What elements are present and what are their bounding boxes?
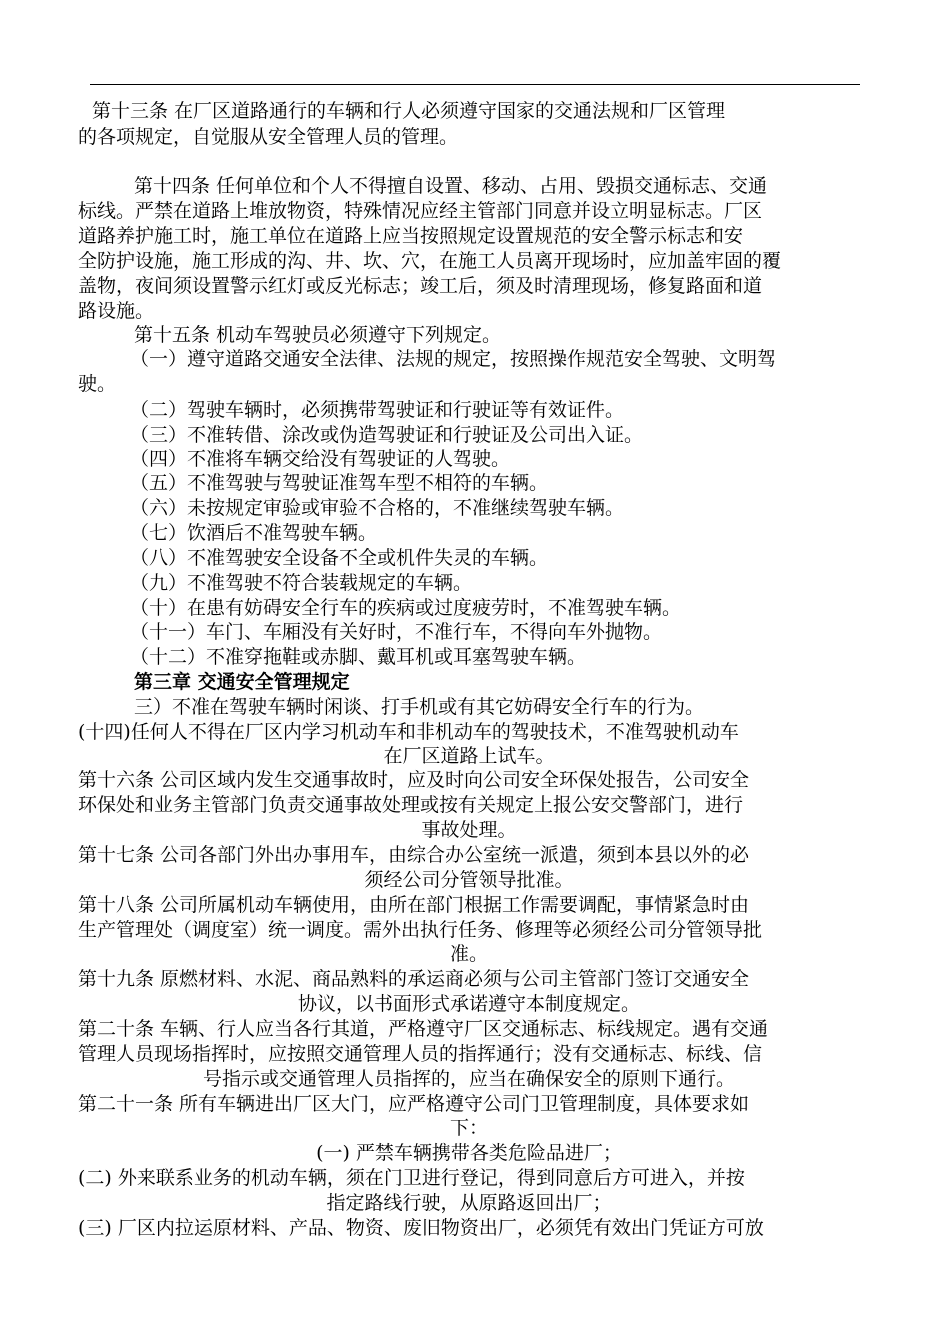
article-15-heading: 第十五条 机动车驾驶员必须遵守下列规定。 — [134, 324, 502, 346]
article-18-line-2: 生产管理处（调度室）统一调度。需外出执行任务、修理等必须经公司分管领导批 — [78, 919, 763, 941]
article-16-line-3: 事故处理。 — [421, 819, 517, 841]
article-20-line-1: 第二十条 车辆、行人应当各行其道，严格遵守厂区交通标志、标线规定。遇有交通 — [78, 1018, 769, 1040]
article-14-line-4: 全防护设施，施工形成的沟、井、坎、穴，在施工人员离开现场时，应加盖牢固的覆 — [78, 250, 782, 272]
item-14-line-2: 在厂区道路上试车。 — [383, 745, 555, 767]
article-15-item-10: （十）在患有妨碍安全行车的疾病或过度疲劳时，不准驾驶车辆。 — [130, 597, 682, 619]
article-15-item-6: （六）未按规定审验或审验不合格的，不准继续驾驶车辆。 — [130, 497, 625, 519]
article-15-item-11: （十一）车门、车厢没有关好时，不准行车，不得向车外抛物。 — [130, 621, 663, 643]
article-21-item-1: (一) 严禁车辆携带各类危险品进厂； — [316, 1142, 622, 1164]
article-13-line-2: 的各项规定，自觉服从安全管理人员的管理。 — [78, 126, 459, 148]
item-13-line: 三）不准在驾驶车辆时闲谈、打手机或有其它妨碍安全行车的行为。 — [134, 696, 705, 718]
article-14-line-2: 标线。严禁在道路上堆放物资，特殊情况应经主管部门同意并设立明显标志。厂区 — [78, 200, 763, 222]
article-19-line-1: 第十九条 原燃材料、水泥、商品熟料的承运商必须与公司主管部门签订交通安全 — [78, 968, 750, 990]
article-13-line-1: 第十三条 在厂区道路通行的车辆和行人必须遵守国家的交通法规和厂区管理 — [92, 100, 726, 122]
article-15-item-9: （九）不准驾驶不符合装载规定的车辆。 — [130, 572, 473, 594]
article-15-item-7: （七）饮酒后不准驾驶车辆。 — [130, 522, 378, 544]
article-15-item-4: （四）不准将车辆交给没有驾驶证的人驾驶。 — [130, 448, 511, 470]
article-15-item-1-line-2: 驶。 — [78, 373, 117, 395]
article-16-line-2: 环保处和业务主管部门负责交通事故处理或按有关规定上报公安交警部门，进行 — [78, 794, 744, 816]
article-19-line-2: 协议，以书面形式承诺遵守本制度规定。 — [297, 993, 640, 1015]
header-rule — [90, 84, 860, 85]
article-15-item-12: （十二）不准穿拖鞋或赤脚、戴耳机或耳塞驾驶车辆。 — [130, 646, 587, 668]
article-21-item-3-line-1: (三) 厂区内拉运原材料、产品、物资、废旧物资出厂，必须凭有效出门凭证方可放 — [78, 1217, 764, 1239]
article-15-item-2: （二）驾驶车辆时，必须携带驾驶证和行驶证等有效证件。 — [130, 399, 625, 421]
article-16-line-1: 第十六条 公司区域内发生交通事故时，应及时向公司安全环保处报告，公司安全 — [78, 769, 750, 791]
article-21-item-2-line-2: 指定路线行驶，从原路返回出厂； — [326, 1192, 612, 1214]
article-15-item-3: （三）不准转借、涂改或伪造驾驶证和行驶证及公司出入证。 — [130, 424, 644, 446]
article-21-item-2-line-1: (二) 外来联系业务的机动车辆，须在门卫进行登记，得到同意后方可进入，并按 — [78, 1167, 745, 1189]
article-21-line-2: 下： — [449, 1117, 488, 1139]
article-21-line-1: 第二十一条 所有车辆进出厂区大门，应严格遵守公司门卫管理制度，具体要求如 — [78, 1093, 750, 1115]
article-18-line-1: 第十八条 公司所属机动车辆使用，由所在部门根据工作需要调配，事情紧急时由 — [78, 894, 750, 916]
article-15-item-1-line-1: （一）遵守道路交通安全法律、法规的规定，按照操作规范安全驾驶、文明驾 — [130, 348, 777, 370]
article-20-line-3: 号指示或交通管理人员指挥的，应当在确保安全的原则下通行。 — [202, 1068, 735, 1090]
article-14-line-1: 第十四条 任何单位和个人不得擅自设置、移动、占用、毁损交通标志、交通 — [134, 175, 768, 197]
article-18-line-3: 准。 — [449, 943, 488, 965]
article-14-line-5: 盖物，夜间须设置警示红灯或反光标志；竣工后，须及时清理现场，修复路面和道 — [78, 275, 763, 297]
article-17-line-1: 第十七条 公司各部门外出办事用车，由综合办公室统一派遣，须到本县以外的必 — [78, 844, 750, 866]
article-14-line-6: 路设施。 — [78, 300, 155, 322]
article-14-line-3: 道路养护施工时，施工单位在道路上应当按照规定设置规范的安全警示标志和安 — [78, 225, 744, 247]
article-17-line-2: 须经公司分管领导批准。 — [364, 869, 574, 891]
chapter-3-heading: 第三章 交通安全管理规定 — [134, 671, 350, 693]
item-14-line-1: (十四)任何人不得在厂区内学习机动车和非机动车的驾驶技术，不准驾驶机动车 — [78, 721, 739, 743]
article-15-item-8: （八）不准驾驶安全设备不全或机件失灵的车辆。 — [130, 547, 549, 569]
article-15-item-5: （五）不准驾驶与驾驶证准驾车型不相符的车辆。 — [130, 472, 549, 494]
article-20-line-2: 管理人员现场指挥时，应按照交通管理人员的指挥通行；没有交通标志、标线、信 — [78, 1043, 763, 1065]
